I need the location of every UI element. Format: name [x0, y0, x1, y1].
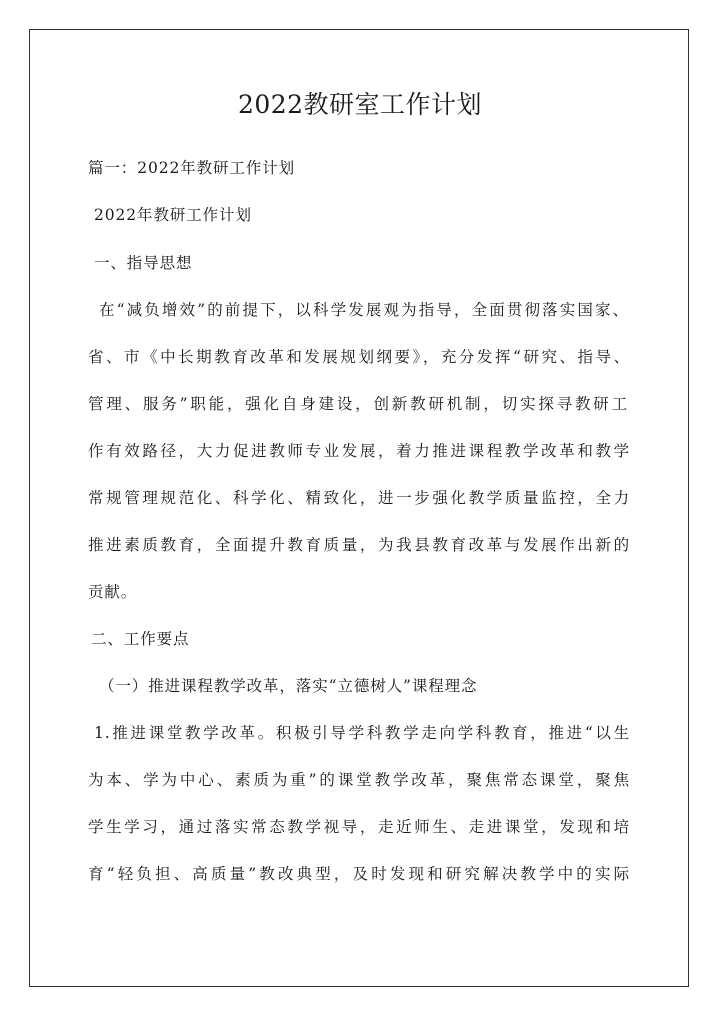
- paragraph-line: 1.推进课堂教学改革。积极引导学科教学走向学科教育，推进“以生: [94, 724, 630, 742]
- paragraph-line: 为本、学为中心、素质为重”的课堂教学改革，聚焦常态课堂，聚焦: [88, 771, 630, 789]
- document-title: 2022教研室工作计划: [237, 90, 483, 119]
- heading-curriculum-reform: （一）推进课程教学改革，落实“立德树人”课程理念: [99, 677, 478, 695]
- paragraph-line: 在“减负增效”的前提下，以科学发展观为指导，全面贯彻落实国家、: [99, 301, 629, 319]
- paragraph-line: 育“轻负担、高质量”教改典型，及时发现和研究解决教学中的实际: [88, 865, 630, 883]
- section-heading: 篇一：2022年教研工作计划: [88, 159, 296, 177]
- paragraph-line: 贡献。: [88, 583, 138, 601]
- sub-heading: 2022年教研工作计划: [94, 206, 252, 224]
- paragraph-line: 常规管理规范化、科学化、精致化，进一步强化教学质量监控，全力: [88, 489, 630, 507]
- paragraph-line: 省、市《中长期教育改革和发展规划纲要》，充分发挥“研究、指导、: [88, 348, 630, 366]
- heading-guiding-ideology: 一、指导思想: [94, 254, 193, 272]
- paragraph-line: 作有效路径，大力促进教师专业发展，着力推进课程教学改革和教学: [88, 442, 630, 460]
- paragraph-line: 学生学习，通过落实常态教学视导，走近师生、走进课堂，发现和培: [88, 818, 630, 836]
- paragraph-line: 推进素质教育，全面提升教育质量，为我县教育改革与发展作出新的: [88, 536, 630, 554]
- heading-work-points: 二、工作要点: [91, 630, 190, 648]
- paragraph-line: 管理、服务”职能，强化自身建设，创新教研机制，切实探寻教研工: [88, 395, 628, 413]
